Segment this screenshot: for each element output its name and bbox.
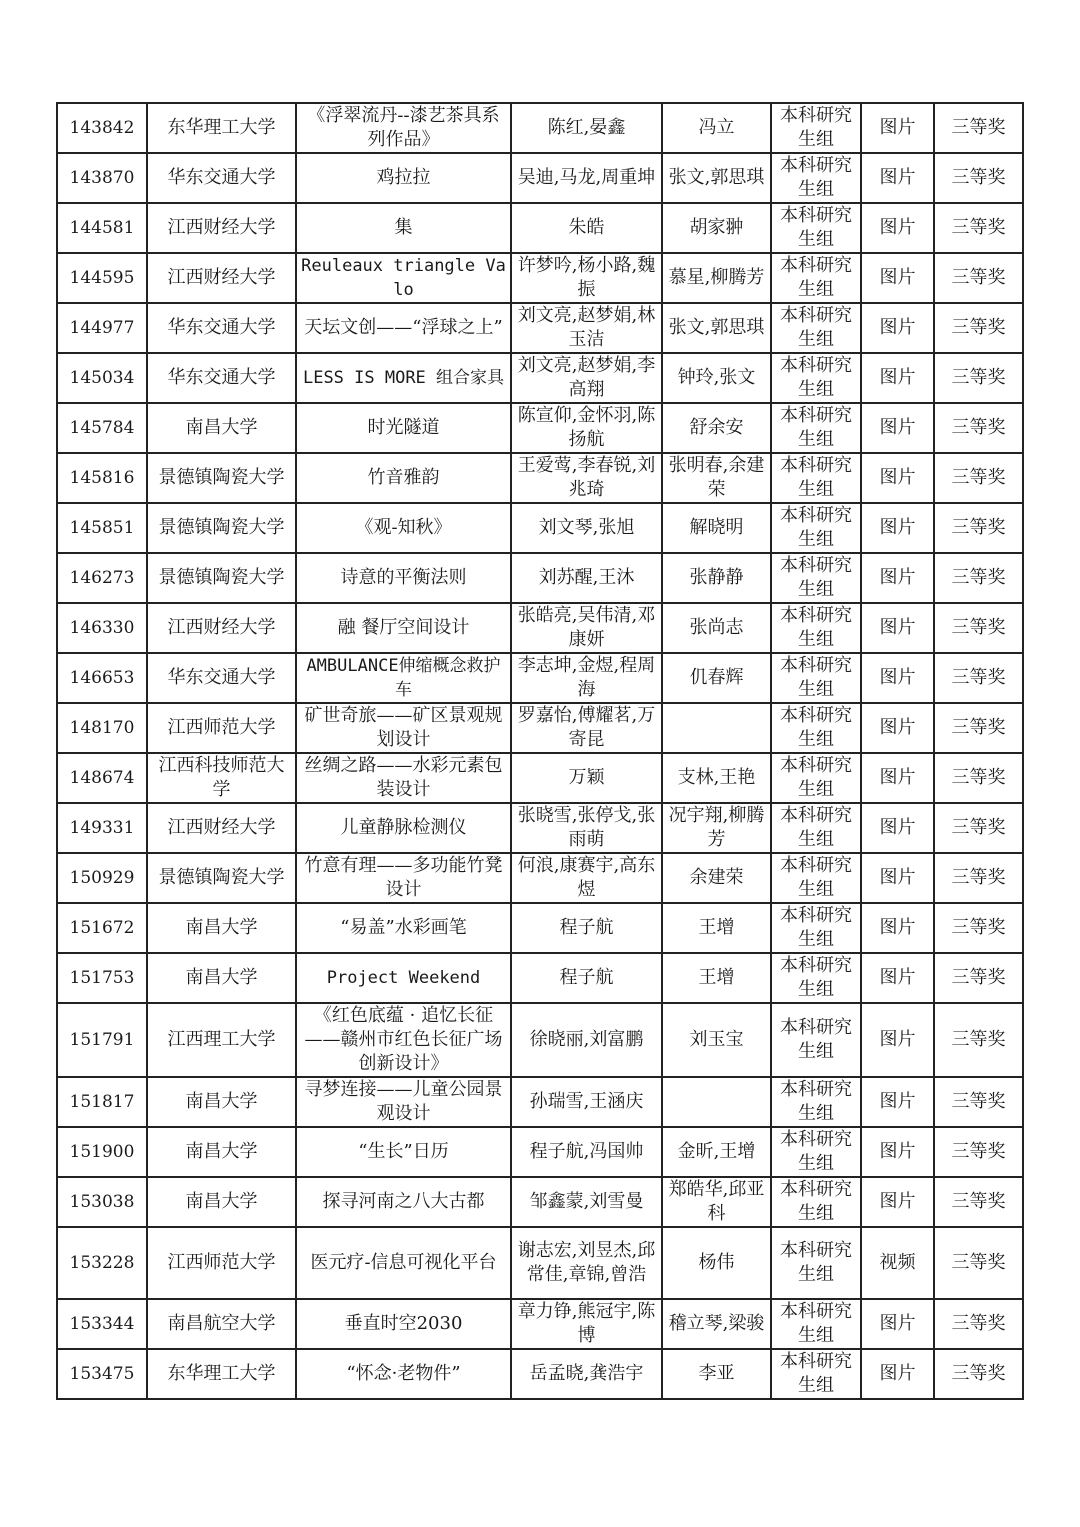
table-row bbox=[57, 1227, 1023, 1299]
group: 本科研究生组 bbox=[771, 703, 861, 753]
table-row bbox=[57, 503, 1023, 553]
work-title: 融 餐厅空间设计 bbox=[296, 603, 511, 653]
authors: 何浪,康赛宇,高东煜 bbox=[511, 853, 662, 903]
group: 本科研究生组 bbox=[771, 153, 861, 203]
group: 本科研究生组 bbox=[771, 1349, 861, 1399]
table-row bbox=[57, 553, 1023, 603]
group: 本科研究生组 bbox=[771, 453, 861, 503]
work-title: Project Weekend bbox=[296, 953, 511, 1003]
work-title: Reuleaux triangle Valo bbox=[296, 253, 511, 303]
authors: 徐晓丽,刘富鹏 bbox=[511, 1003, 662, 1077]
group: 本科研究生组 bbox=[771, 1077, 861, 1127]
advisor: 张文,郭思琪 bbox=[662, 153, 771, 203]
group: 本科研究生组 bbox=[771, 1227, 861, 1299]
work-title: “易盖”水彩画笔 bbox=[296, 903, 511, 953]
group: 本科研究生组 bbox=[771, 653, 861, 703]
work-title: “生长”日历 bbox=[296, 1127, 511, 1177]
advisor: 胡家翀 bbox=[662, 203, 771, 253]
authors: 张晓雪,张停戈,张雨萌 bbox=[511, 803, 662, 853]
table-row bbox=[57, 653, 1023, 703]
authors: 李志坤,金煜,程周海 bbox=[511, 653, 662, 703]
school-name: 东华理工大学 bbox=[147, 103, 296, 153]
authors: 刘文琴,张旭 bbox=[511, 503, 662, 553]
table-row bbox=[57, 903, 1023, 953]
school-name: 江西科技师范大学 bbox=[147, 753, 296, 803]
authors: 程子航 bbox=[511, 953, 662, 1003]
advisor: 况宇翔,柳腾芳 bbox=[662, 803, 771, 853]
entry-id: 151791 bbox=[57, 1003, 147, 1077]
group: 本科研究生组 bbox=[771, 603, 861, 653]
advisor: 张明春,余建荣 bbox=[662, 453, 771, 503]
entry-id: 145851 bbox=[57, 503, 147, 553]
award-level: 三等奖 bbox=[934, 153, 1023, 203]
work-title: “怀念·老物件” bbox=[296, 1349, 511, 1399]
school-name: 南昌航空大学 bbox=[147, 1299, 296, 1349]
award-level: 三等奖 bbox=[934, 903, 1023, 953]
group: 本科研究生组 bbox=[771, 553, 861, 603]
authors: 岳孟晓,龚浩宇 bbox=[511, 1349, 662, 1399]
award-level: 三等奖 bbox=[934, 1299, 1023, 1349]
school-name: 江西财经大学 bbox=[147, 203, 296, 253]
entry-id: 148674 bbox=[57, 753, 147, 803]
table-row bbox=[57, 153, 1023, 203]
work-type: 图片 bbox=[861, 453, 934, 503]
award-level: 三等奖 bbox=[934, 1227, 1023, 1299]
authors: 程子航,冯国帅 bbox=[511, 1127, 662, 1177]
group: 本科研究生组 bbox=[771, 253, 861, 303]
entry-id: 144581 bbox=[57, 203, 147, 253]
work-title: 垂直时空2030 bbox=[296, 1299, 511, 1349]
work-type: 图片 bbox=[861, 653, 934, 703]
school-name: 东华理工大学 bbox=[147, 1349, 296, 1399]
table-row bbox=[57, 403, 1023, 453]
table-row bbox=[57, 1077, 1023, 1127]
work-title: 儿童静脉检测仪 bbox=[296, 803, 511, 853]
award-level: 三等奖 bbox=[934, 403, 1023, 453]
advisor bbox=[662, 1077, 771, 1127]
work-type: 图片 bbox=[861, 353, 934, 403]
authors: 王爱莺,李春锐,刘兆琦 bbox=[511, 453, 662, 503]
award-level: 三等奖 bbox=[934, 853, 1023, 903]
school-name: 江西财经大学 bbox=[147, 603, 296, 653]
advisor: 稽立琴,梁骏 bbox=[662, 1299, 771, 1349]
group: 本科研究生组 bbox=[771, 353, 861, 403]
work-title: 集 bbox=[296, 203, 511, 253]
award-level: 三等奖 bbox=[934, 1077, 1023, 1127]
advisor: 张尚志 bbox=[662, 603, 771, 653]
work-title: 时光隧道 bbox=[296, 403, 511, 453]
authors: 陈宣仰,金怀羽,陈扬航 bbox=[511, 403, 662, 453]
award-level: 三等奖 bbox=[934, 653, 1023, 703]
group: 本科研究生组 bbox=[771, 853, 861, 903]
authors: 程子航 bbox=[511, 903, 662, 953]
advisor: 刘玉宝 bbox=[662, 1003, 771, 1077]
work-type: 图片 bbox=[861, 1349, 934, 1399]
group: 本科研究生组 bbox=[771, 1003, 861, 1077]
award-level: 三等奖 bbox=[934, 103, 1023, 153]
work-title: 诗意的平衡法则 bbox=[296, 553, 511, 603]
work-title: 鸡拉拉 bbox=[296, 153, 511, 203]
award-level: 三等奖 bbox=[934, 953, 1023, 1003]
award-level: 三等奖 bbox=[934, 303, 1023, 353]
results-page bbox=[56, 102, 1024, 1400]
work-title: 天坛文创——“浮球之上” bbox=[296, 303, 511, 353]
authors: 罗嘉怡,傅耀茗,万寄昆 bbox=[511, 703, 662, 753]
group: 本科研究生组 bbox=[771, 1177, 861, 1227]
advisor: 余建荣 bbox=[662, 853, 771, 903]
table-row bbox=[57, 303, 1023, 353]
work-type: 图片 bbox=[861, 553, 934, 603]
school-name: 景德镇陶瓷大学 bbox=[147, 553, 296, 603]
entry-id: 150929 bbox=[57, 853, 147, 903]
authors: 陈红,晏鑫 bbox=[511, 103, 662, 153]
entry-id: 144977 bbox=[57, 303, 147, 353]
school-name: 景德镇陶瓷大学 bbox=[147, 503, 296, 553]
entry-id: 151753 bbox=[57, 953, 147, 1003]
school-name: 南昌大学 bbox=[147, 1177, 296, 1227]
table-row bbox=[57, 753, 1023, 803]
award-level: 三等奖 bbox=[934, 1127, 1023, 1177]
advisor: 仉春辉 bbox=[662, 653, 771, 703]
authors: 刘文亮,赵梦娟,李高翔 bbox=[511, 353, 662, 403]
work-title: 丝绸之路——水彩元素包装设计 bbox=[296, 753, 511, 803]
work-type: 图片 bbox=[861, 953, 934, 1003]
entry-id: 145034 bbox=[57, 353, 147, 403]
table-row bbox=[57, 353, 1023, 403]
entry-id: 153038 bbox=[57, 1177, 147, 1227]
group: 本科研究生组 bbox=[771, 303, 861, 353]
work-type: 图片 bbox=[861, 703, 934, 753]
work-type: 图片 bbox=[861, 403, 934, 453]
advisor: 张文,郭思琪 bbox=[662, 303, 771, 353]
advisor: 钟玲,张文 bbox=[662, 353, 771, 403]
award-level: 三等奖 bbox=[934, 603, 1023, 653]
work-type: 图片 bbox=[861, 1177, 934, 1227]
group: 本科研究生组 bbox=[771, 1299, 861, 1349]
table-row bbox=[57, 1003, 1023, 1077]
advisor: 杨伟 bbox=[662, 1227, 771, 1299]
advisor: 张静静 bbox=[662, 553, 771, 603]
advisor: 慕星,柳腾芳 bbox=[662, 253, 771, 303]
school-name: 景德镇陶瓷大学 bbox=[147, 453, 296, 503]
school-name: 江西财经大学 bbox=[147, 803, 296, 853]
school-name: 华东交通大学 bbox=[147, 153, 296, 203]
authors: 朱皓 bbox=[511, 203, 662, 253]
entry-id: 153344 bbox=[57, 1299, 147, 1349]
group: 本科研究生组 bbox=[771, 1127, 861, 1177]
work-title: 探寻河南之八大古都 bbox=[296, 1177, 511, 1227]
award-level: 三等奖 bbox=[934, 503, 1023, 553]
group: 本科研究生组 bbox=[771, 803, 861, 853]
award-level: 三等奖 bbox=[934, 1003, 1023, 1077]
award-level: 三等奖 bbox=[934, 803, 1023, 853]
award-level: 三等奖 bbox=[934, 1349, 1023, 1399]
advisor: 李亚 bbox=[662, 1349, 771, 1399]
table-row bbox=[57, 253, 1023, 303]
work-type: 图片 bbox=[861, 303, 934, 353]
work-type: 图片 bbox=[861, 153, 934, 203]
work-type: 图片 bbox=[861, 203, 934, 253]
school-name: 华东交通大学 bbox=[147, 353, 296, 403]
authors: 万颖 bbox=[511, 753, 662, 803]
advisor: 冯立 bbox=[662, 103, 771, 153]
authors: 许梦吟,杨小路,魏振 bbox=[511, 253, 662, 303]
entry-id: 148170 bbox=[57, 703, 147, 753]
advisor: 王增 bbox=[662, 953, 771, 1003]
work-type: 图片 bbox=[861, 753, 934, 803]
table-row bbox=[57, 953, 1023, 1003]
group: 本科研究生组 bbox=[771, 903, 861, 953]
work-type: 图片 bbox=[861, 1077, 934, 1127]
work-type: 图片 bbox=[861, 503, 934, 553]
table-row bbox=[57, 1299, 1023, 1349]
work-title: 寻梦连接——儿童公园景观设计 bbox=[296, 1077, 511, 1127]
table-row bbox=[57, 703, 1023, 753]
group: 本科研究生组 bbox=[771, 953, 861, 1003]
school-name: 江西师范大学 bbox=[147, 703, 296, 753]
advisor bbox=[662, 703, 771, 753]
entry-id: 153228 bbox=[57, 1227, 147, 1299]
entry-id: 145784 bbox=[57, 403, 147, 453]
work-title: 医元疗-信息可视化平台 bbox=[296, 1227, 511, 1299]
work-title: 矿世奇旅——矿区景观规划设计 bbox=[296, 703, 511, 753]
authors: 谢志宏,刘昱杰,邱常佳,章锦,曾浩 bbox=[511, 1227, 662, 1299]
entry-id: 153475 bbox=[57, 1349, 147, 1399]
authors: 刘文亮,赵梦娟,林玉洁 bbox=[511, 303, 662, 353]
entry-id: 146273 bbox=[57, 553, 147, 603]
group: 本科研究生组 bbox=[771, 753, 861, 803]
school-name: 江西财经大学 bbox=[147, 253, 296, 303]
entry-id: 145816 bbox=[57, 453, 147, 503]
advisor: 支林,王艳 bbox=[662, 753, 771, 803]
work-title: 竹意有理——多功能竹凳设计 bbox=[296, 853, 511, 903]
advisor: 舒余安 bbox=[662, 403, 771, 453]
work-title: AMBULANCE伸缩概念救护车 bbox=[296, 653, 511, 703]
advisor: 郑皓华,邱亚科 bbox=[662, 1177, 771, 1227]
authors: 吴迪,马龙,周重坤 bbox=[511, 153, 662, 203]
table-row bbox=[57, 103, 1023, 153]
entry-id: 146330 bbox=[57, 603, 147, 653]
entry-id: 143870 bbox=[57, 153, 147, 203]
table-row bbox=[57, 1177, 1023, 1227]
group: 本科研究生组 bbox=[771, 403, 861, 453]
table-row bbox=[57, 1349, 1023, 1399]
group: 本科研究生组 bbox=[771, 103, 861, 153]
group: 本科研究生组 bbox=[771, 203, 861, 253]
work-type: 图片 bbox=[861, 903, 934, 953]
award-table bbox=[56, 102, 1024, 1400]
advisor: 解晓明 bbox=[662, 503, 771, 553]
authors: 张皓亮,吴伟清,邓康妍 bbox=[511, 603, 662, 653]
table-row bbox=[57, 453, 1023, 503]
award-level: 三等奖 bbox=[934, 1177, 1023, 1227]
work-type: 图片 bbox=[861, 1003, 934, 1077]
authors: 邹鑫蒙,刘雪曼 bbox=[511, 1177, 662, 1227]
work-type: 图片 bbox=[861, 1299, 934, 1349]
work-type: 视频 bbox=[861, 1227, 934, 1299]
entry-id: 144595 bbox=[57, 253, 147, 303]
table-row bbox=[57, 1127, 1023, 1177]
work-title: 《浮翠流丹--漆艺茶具系列作品》 bbox=[296, 103, 511, 153]
entry-id: 151817 bbox=[57, 1077, 147, 1127]
authors: 章力铮,熊冠宇,陈博 bbox=[511, 1299, 662, 1349]
school-name: 南昌大学 bbox=[147, 953, 296, 1003]
work-type: 图片 bbox=[861, 603, 934, 653]
school-name: 江西师范大学 bbox=[147, 1227, 296, 1299]
table-row bbox=[57, 603, 1023, 653]
school-name: 江西理工大学 bbox=[147, 1003, 296, 1077]
work-type: 图片 bbox=[861, 1127, 934, 1177]
table-row bbox=[57, 853, 1023, 903]
award-level: 三等奖 bbox=[934, 203, 1023, 253]
table-body bbox=[57, 103, 1023, 1399]
entry-id: 151900 bbox=[57, 1127, 147, 1177]
award-level: 三等奖 bbox=[934, 353, 1023, 403]
authors: 孙瑞雪,王涵庆 bbox=[511, 1077, 662, 1127]
school-name: 华东交通大学 bbox=[147, 303, 296, 353]
work-title: 《红色底蕴 · 追忆长征——赣州市红色长征广场创新设计》 bbox=[296, 1003, 511, 1077]
work-type: 图片 bbox=[861, 253, 934, 303]
entry-id: 149331 bbox=[57, 803, 147, 853]
school-name: 南昌大学 bbox=[147, 1077, 296, 1127]
entry-id: 143842 bbox=[57, 103, 147, 153]
school-name: 南昌大学 bbox=[147, 403, 296, 453]
entry-id: 151672 bbox=[57, 903, 147, 953]
school-name: 南昌大学 bbox=[147, 1127, 296, 1177]
advisor: 金昕,王增 bbox=[662, 1127, 771, 1177]
school-name: 华东交通大学 bbox=[147, 653, 296, 703]
work-type: 图片 bbox=[861, 103, 934, 153]
award-level: 三等奖 bbox=[934, 553, 1023, 603]
award-level: 三等奖 bbox=[934, 453, 1023, 503]
school-name: 景德镇陶瓷大学 bbox=[147, 853, 296, 903]
work-type: 图片 bbox=[861, 853, 934, 903]
award-level: 三等奖 bbox=[934, 703, 1023, 753]
school-name: 南昌大学 bbox=[147, 903, 296, 953]
entry-id: 146653 bbox=[57, 653, 147, 703]
table-row bbox=[57, 803, 1023, 853]
award-level: 三等奖 bbox=[934, 753, 1023, 803]
work-type: 图片 bbox=[861, 803, 934, 853]
work-title: 竹音雅韵 bbox=[296, 453, 511, 503]
authors: 刘苏醒,王沐 bbox=[511, 553, 662, 603]
group: 本科研究生组 bbox=[771, 503, 861, 553]
advisor: 王增 bbox=[662, 903, 771, 953]
work-title: LESS IS MORE 组合家具 bbox=[296, 353, 511, 403]
work-title: 《观-知秋》 bbox=[296, 503, 511, 553]
award-level: 三等奖 bbox=[934, 253, 1023, 303]
table-row bbox=[57, 203, 1023, 253]
